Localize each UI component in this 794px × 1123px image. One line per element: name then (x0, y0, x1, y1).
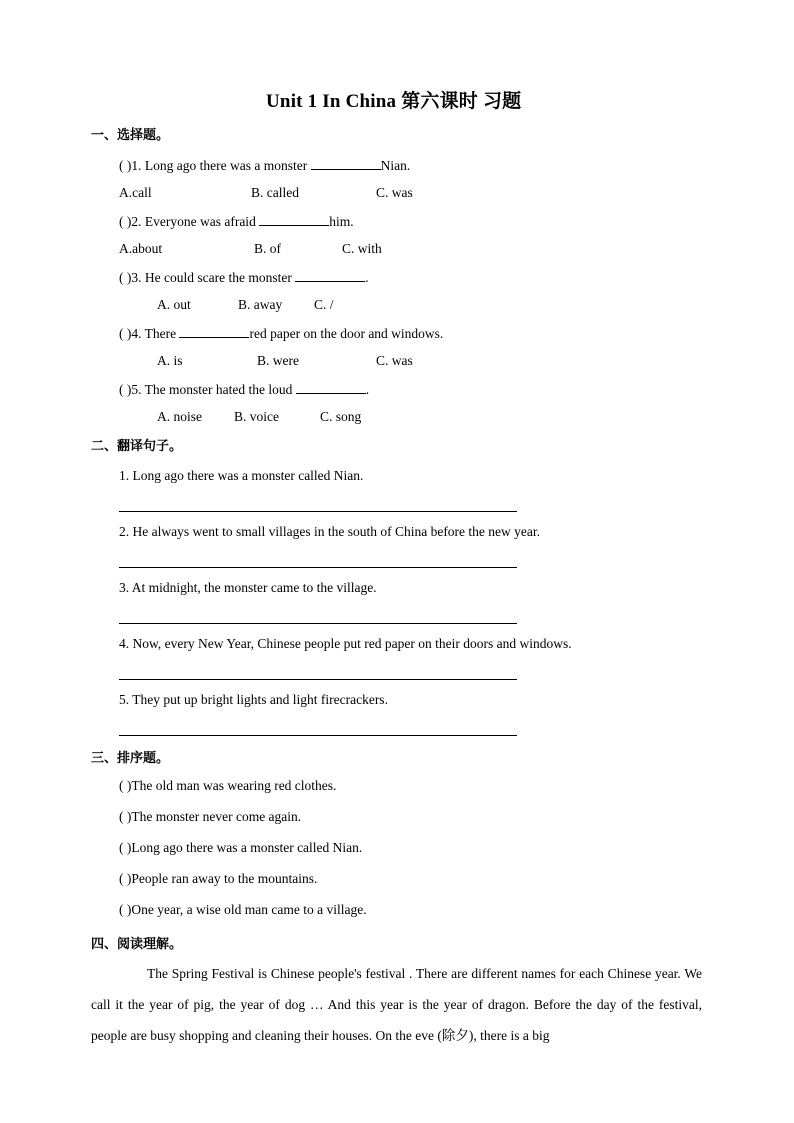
order-item-3: ( )Long ago there was a monster called Nian. (119, 840, 363, 855)
question-stem: ( )3. He could scare the monster (119, 270, 296, 285)
option-a: A.call (119, 185, 152, 200)
option-c: C. / (314, 297, 334, 312)
translate-sentence-1: 1. Long ago there was a monster called Nian. (119, 468, 364, 483)
option-a: A.about (119, 241, 163, 256)
question-5 (119, 381, 369, 398)
section-heading-choice: 一、选择题。 (91, 128, 170, 143)
question-stem: ( )5. The monster hated the loud (119, 382, 296, 397)
answer-line[interactable] (119, 735, 517, 736)
passage-text: The Spring Festival is Chinese people's festival . There are different names for each Chinese year. We call it the year of pig, the year of dog … And this year is the year of dragon. Before the day of the festival, people are busy shopping and cleaning their houses. On the eve (除夕), there is a big (91, 966, 702, 1043)
answer-line[interactable] (119, 679, 517, 680)
reading-passage (91, 958, 702, 1051)
question-stem: ( )4. There (119, 326, 180, 341)
option-c: C. with (342, 241, 382, 256)
option-c: C. was (376, 185, 413, 200)
translate-sentence-5: 5. They put up bright lights and light firecrackers. (119, 692, 388, 707)
question-3 (119, 269, 369, 286)
question-4 (119, 325, 443, 342)
option-a: A. out (157, 297, 191, 312)
answer-blank[interactable] (179, 325, 249, 338)
answer-line[interactable] (119, 623, 517, 624)
question-stem-end: . (365, 382, 370, 397)
section-heading-reading: 四、阅读理解。 (91, 937, 183, 952)
translate-sentence-4: 4. Now, every New Year, Chinese people put red paper on their doors and windows. (119, 636, 572, 651)
order-item-1: ( )The old man was wearing red clothes. (119, 778, 337, 793)
question-1 (119, 157, 410, 174)
answer-blank[interactable] (296, 381, 366, 394)
option-b: B. called (251, 185, 299, 200)
section-heading-order: 三、排序题。 (91, 751, 170, 766)
answer-blank[interactable] (259, 213, 329, 226)
question-stem: ( )1. Long ago there was a monster (119, 158, 311, 173)
page-title: Unit 1 In China 第六课时 习题 (266, 91, 522, 112)
translate-sentence-2: 2. He always went to small villages in the south of China before the new year. (119, 524, 541, 539)
option-b: B. of (254, 241, 281, 256)
answer-line[interactable] (119, 511, 517, 512)
section-heading-translate: 二、翻译句子。 (91, 439, 183, 454)
option-c: C. was (376, 353, 413, 368)
order-item-5: ( )One year, a wise old man came to a village. (119, 902, 367, 917)
order-item-4: ( )People ran away to the mountains. (119, 871, 318, 886)
question-stem: ( )2. Everyone was afraid (119, 214, 260, 229)
question-stem-end: Nian. (380, 158, 411, 173)
answer-line[interactable] (119, 567, 517, 568)
option-b: B. voice (234, 409, 279, 424)
option-b: B. away (238, 297, 283, 312)
option-b: B. were (257, 353, 299, 368)
translate-sentence-3: 3. At midnight, the monster came to the village. (119, 580, 377, 595)
question-stem-end: him. (329, 214, 354, 229)
question-stem-end: red paper on the door and windows. (249, 326, 444, 341)
option-a: A. is (157, 353, 183, 368)
order-item-2: ( )The monster never come again. (119, 809, 302, 824)
option-c: C. song (320, 409, 362, 424)
question-stem-end: . (365, 270, 369, 285)
answer-blank[interactable] (295, 269, 365, 282)
option-a: A. noise (157, 409, 202, 424)
answer-blank[interactable] (311, 157, 381, 170)
question-2 (119, 213, 354, 230)
